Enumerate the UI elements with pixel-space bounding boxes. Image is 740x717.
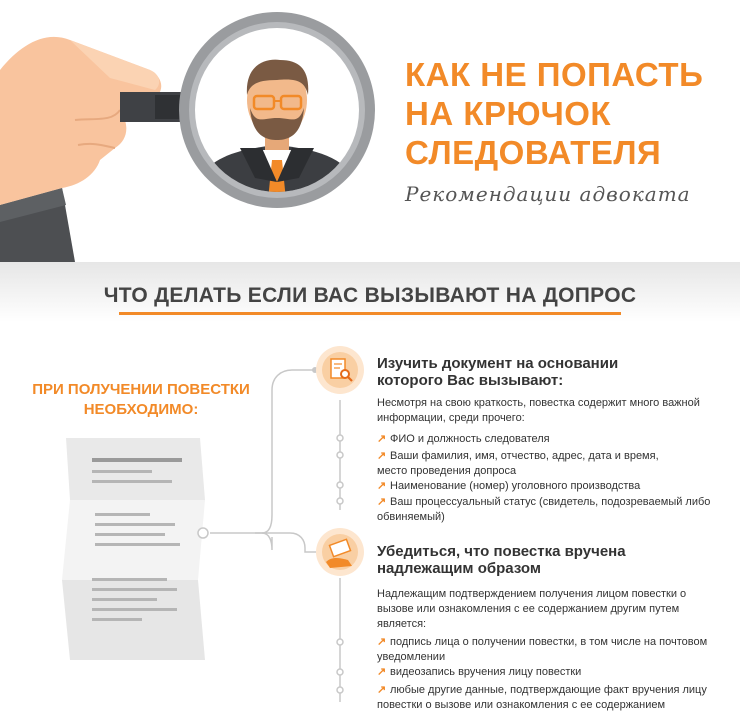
step1-item-text: Ваши фамилия, имя, отчество, адрес, дата и время, (390, 450, 659, 462)
step2-title-line-1: Убедиться, что повестка вручена (377, 543, 626, 560)
step2-title (377, 543, 626, 577)
step1-item-text-2: обвиняемый) (377, 511, 445, 523)
page-title-line-2: НА КРЮЧОК (405, 95, 612, 132)
step1-item (377, 432, 717, 447)
hero-banner (0, 0, 740, 262)
step2-item-text: видеозапись вручения лицу повестки (390, 666, 582, 678)
step2-title-line-2: надлежащим образом (377, 560, 541, 577)
page-subtitle: Рекомендации адвоката (405, 182, 691, 206)
arrow-icon: ↗ (377, 450, 387, 462)
step2-item-text: любые другие данные, подтверждающие факт вручения лицу (390, 684, 707, 696)
step1-title (377, 355, 618, 389)
page-title-line-3: СЛЕДОВАТЕЛЯ (405, 134, 662, 171)
arrow-icon: ↗ (377, 684, 387, 696)
step2-item-text: подпись лица о получении повестки, в том числе на почтовом (390, 636, 708, 648)
page-title-line-1: КАК НЕ ПОПАСТЬ (405, 56, 704, 93)
step2-intro (377, 587, 686, 632)
step2-item (377, 635, 717, 665)
arrow-icon: ↗ (377, 666, 387, 678)
step1-item-text: ФИО и должность следователя (390, 433, 550, 445)
step2-intro-line-3: является: (377, 618, 427, 630)
magnifier-illustration (0, 0, 740, 262)
left-label-line-1: ПРИ ПОЛУЧЕНИИ ПОВЕСТКИ (32, 381, 250, 398)
heading-underline (119, 312, 621, 315)
step2-item (377, 683, 717, 713)
step1-title-line-1: Изучить документ на основании (377, 355, 619, 372)
step1-intro-line-1: Несмотря на свою краткость, повестка содержит много важной (377, 397, 700, 409)
connector-lines (210, 370, 340, 702)
arrow-icon: ↗ (377, 480, 387, 492)
step1-intro (377, 396, 700, 426)
step2-intro-line-1: Надлежащим подтверждением получения лицом повестки о (377, 588, 687, 600)
left-label-line-2: НЕОБХОДИМО: (83, 401, 199, 418)
step2-item (377, 665, 717, 680)
step2-item-text-2: повестки о вызове или ознакомления с ее содержанием (377, 699, 666, 711)
arrow-icon: ↗ (377, 433, 387, 445)
step1-item (377, 479, 717, 494)
step2-intro-line-2: вызове или ознакомления с ее содержанием другим путем (377, 603, 680, 615)
step1-title-line-2: которого Вас вызывают: (377, 372, 564, 389)
summons-document-icon (62, 438, 205, 660)
step1-item-text-2: место проведения допроса (377, 465, 517, 477)
step1-item-text: Ваш процессуальный статус (свидетель, подозреваемый либо (390, 496, 711, 508)
arrow-icon: ↗ (377, 636, 387, 648)
hand-envelope-icon (316, 528, 364, 576)
step2-item-text-2: уведомлении (377, 651, 446, 663)
step1-item (377, 449, 717, 479)
step1-item (377, 495, 717, 525)
step1-intro-line-2: информации, среди прочего: (377, 412, 525, 424)
arrow-icon: ↗ (377, 496, 387, 508)
document-search-icon (316, 346, 364, 394)
step1-item-text: Наименование (номер) уголовного производства (390, 480, 641, 492)
section-heading: ЧТО ДЕЛАТЬ ЕСЛИ ВАС ВЫЗЫВАЮТ НА ДОПРОС (103, 284, 637, 307)
